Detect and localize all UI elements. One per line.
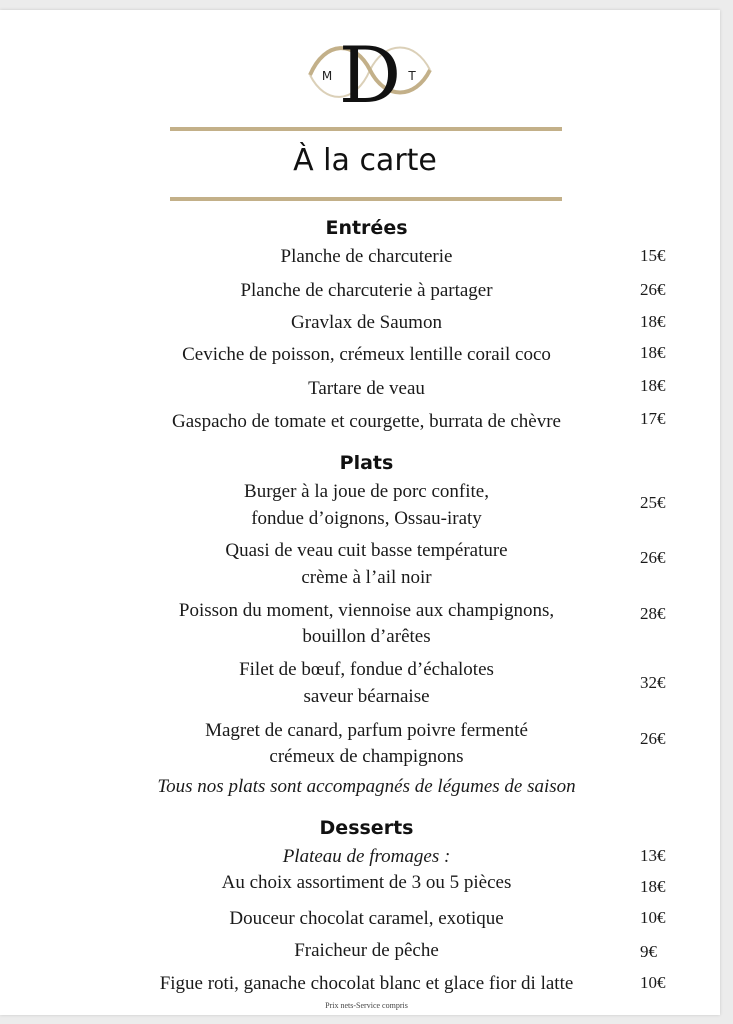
menu-item-price: 18€ xyxy=(640,312,666,331)
svg-text:D: D xyxy=(338,31,402,110)
menu-item-line: Quasi de veau cuit basse température xyxy=(225,540,508,561)
menu-item-price: 10€ xyxy=(640,908,666,927)
menu-item-price: 9€ xyxy=(640,942,657,961)
menu-item: Douceur chocolat caramel, exotique xyxy=(229,908,504,929)
plats-note: Tous nos plats sont accompagnés de légumes de saison xyxy=(157,776,576,797)
menu-item-price: 26€ xyxy=(640,548,666,567)
section-heading-entrees: Entrées xyxy=(325,217,408,239)
menu-item-price: 26€ xyxy=(640,280,666,299)
menu-item-price: 17€ xyxy=(640,409,666,428)
menu-item-price: 18€ xyxy=(640,376,666,395)
svg-text:M: M xyxy=(321,69,333,83)
menu-item-line: Poisson du moment, viennoise aux champignons, xyxy=(178,600,555,621)
dmt-logo xyxy=(305,30,435,110)
menu-item-line: fondue d’oignons, Ossau-iraty xyxy=(251,508,482,529)
page-title: À la carte xyxy=(293,143,437,178)
svg-text:T: T xyxy=(408,69,416,83)
menu-item-price: 13€ xyxy=(640,846,666,865)
menu-item-price: 26€ xyxy=(640,729,666,748)
menu-item-price: 10€ xyxy=(640,973,666,992)
menu-item-price: 18€ xyxy=(640,877,666,896)
gold-divider-bottom xyxy=(170,197,562,201)
menu-item-price: 28€ xyxy=(640,604,666,623)
footer-note: Prix nets-Service compris xyxy=(325,1001,408,1010)
menu-item-price: 18€ xyxy=(640,343,666,362)
menu-item: Tartare de veau xyxy=(308,378,425,399)
menu-item: Figue roti, ganache chocolat blanc et glace fior di latte xyxy=(159,973,574,994)
menu-item: Gravlax de Saumon xyxy=(291,312,442,333)
section-heading-plats: Plats xyxy=(339,452,394,474)
menu-item-line: Filet de bœuf, fondue d’échalotes xyxy=(239,659,494,680)
menu-item-line: crémeux de champignons xyxy=(269,746,464,767)
section-heading-desserts: Desserts xyxy=(319,817,414,839)
menu-item-line: crème à l’ail noir xyxy=(301,567,432,588)
menu-item-price: 15€ xyxy=(640,246,666,265)
menu-item: Fraicheur de pêche xyxy=(294,940,439,961)
menu-item: Au choix assortiment de 3 ou 5 pièces xyxy=(221,872,512,893)
menu-item: Gaspacho de tomate et courgette, burrata de chèvre xyxy=(172,411,561,432)
menu-item: Plateau de fromages : xyxy=(282,846,451,867)
menu-item-line: bouillon d’arêtes xyxy=(302,626,431,647)
menu-item: Planche de charcuterie à partager xyxy=(240,280,493,301)
gold-divider-top xyxy=(170,127,562,131)
menu-item-line: saveur béarnaise xyxy=(303,686,430,707)
menu-item-price: 32€ xyxy=(640,673,666,692)
menu-item: Planche de charcuterie xyxy=(280,246,453,267)
menu-item-line: Burger à la joue de porc confite, xyxy=(244,481,489,502)
menu-item: Ceviche de poisson, crémeux lentille corail coco xyxy=(182,344,551,365)
menu-item-line: Magret de canard, parfum poivre fermenté xyxy=(205,720,528,741)
menu-item-price: 25€ xyxy=(640,493,666,512)
